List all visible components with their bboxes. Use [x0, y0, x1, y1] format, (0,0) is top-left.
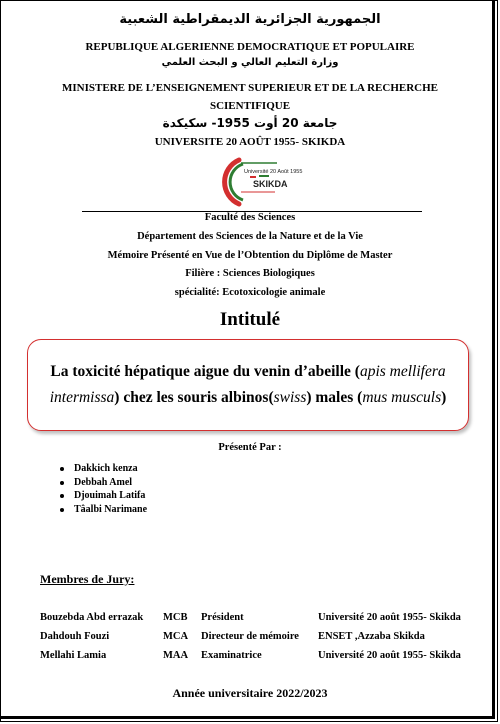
jury-member-institution: Université 20 août 1955- Skikda	[318, 650, 461, 661]
thesis-title-box	[27, 339, 469, 431]
jury-heading: Membres de Jury:	[40, 572, 135, 586]
ministry-french	[0, 79, 500, 115]
ministry-french-line2: SCIENTIFIQUE	[209, 100, 291, 112]
jury-member-role: Directeur de mémoire	[201, 631, 299, 642]
title-strain: swiss	[273, 389, 307, 406]
student-item: Djouimah Latifa	[60, 489, 147, 503]
title-part-3: ) males (	[306, 389, 363, 406]
jury-member-grade: MCB	[163, 612, 188, 623]
student-item: Debbah Amel	[60, 476, 147, 490]
thesis-title	[46, 359, 450, 411]
university-logo	[217, 156, 303, 208]
faculty-name: Faculté des Sciences	[204, 212, 296, 223]
title-mouse-species: mus musculs	[362, 389, 442, 406]
title-part-4: )	[441, 389, 447, 406]
jury-member-institution: ENSET ,Azzaba Skikda	[318, 631, 425, 642]
ministry-arabic: وزارة التعليم العالي و البحث العلمي	[161, 57, 339, 68]
jury-member-role: Président	[201, 612, 244, 623]
jury-member-name: Mellahi Lamia	[40, 650, 107, 661]
specialite-line: spécialité: Ecotoxicologie animale	[174, 287, 326, 298]
university-logo-icon	[217, 156, 303, 208]
jury-member-grade: MAA	[163, 650, 189, 661]
university-arabic: جامعة 20 أوت 1955- سكيكدة	[162, 116, 338, 130]
title-species: apis mellifera intermissa	[49, 363, 446, 406]
title-part-1: La toxicité hépatique aigue du venin d’abeille (	[50, 363, 360, 380]
filiere-line: Filière : Sciences Biologiques	[185, 268, 315, 279]
student-item: Tâalbi Narimane	[60, 503, 147, 517]
student-item: Dakkich kenza	[60, 462, 147, 476]
academic-year: Année universitaire 2022/2023	[172, 686, 328, 700]
presented-by-label: Présenté Par :	[218, 442, 282, 453]
republic-french: REPUBLIQUE ALGERIENNE DEMOCRATIQUE ET POPULAIRE	[85, 41, 415, 53]
student-list	[60, 462, 147, 516]
jury-member-name: Bouzebda Abd errazak	[40, 612, 144, 623]
intitule-heading: Intitulé	[219, 309, 281, 330]
ministry-french-line1: MINISTERE DE L’ENSEIGNEMENT SUPERIEUR ET DE LA RECHERCHE	[61, 82, 439, 94]
department-name: Département des Sciences de la Nature et de la Vie	[137, 231, 363, 242]
republic-arabic: الجمهورية الجزائرية الديمقراطية الشعبية	[119, 12, 381, 27]
title-part-2: ) chez les souris albinos(	[114, 389, 274, 406]
university-french: UNIVERSITE 20 AOÛT 1955- SKIKDA	[154, 136, 346, 148]
jury-member-name: Dahdouh Fouzi	[40, 631, 110, 642]
memoire-line: Mémoire Présenté en Vue de l’Obtention du Diplôme de Master	[107, 250, 393, 261]
logo-city-text: SKIKDA	[253, 179, 288, 189]
jury-member-institution: Université 20 août 1955- Skikda	[318, 612, 461, 623]
jury-member-grade: MCA	[163, 631, 189, 642]
jury-member-role: Examinatrice	[201, 650, 262, 661]
logo-ring-text: Université 20 Août 1955	[244, 169, 303, 175]
